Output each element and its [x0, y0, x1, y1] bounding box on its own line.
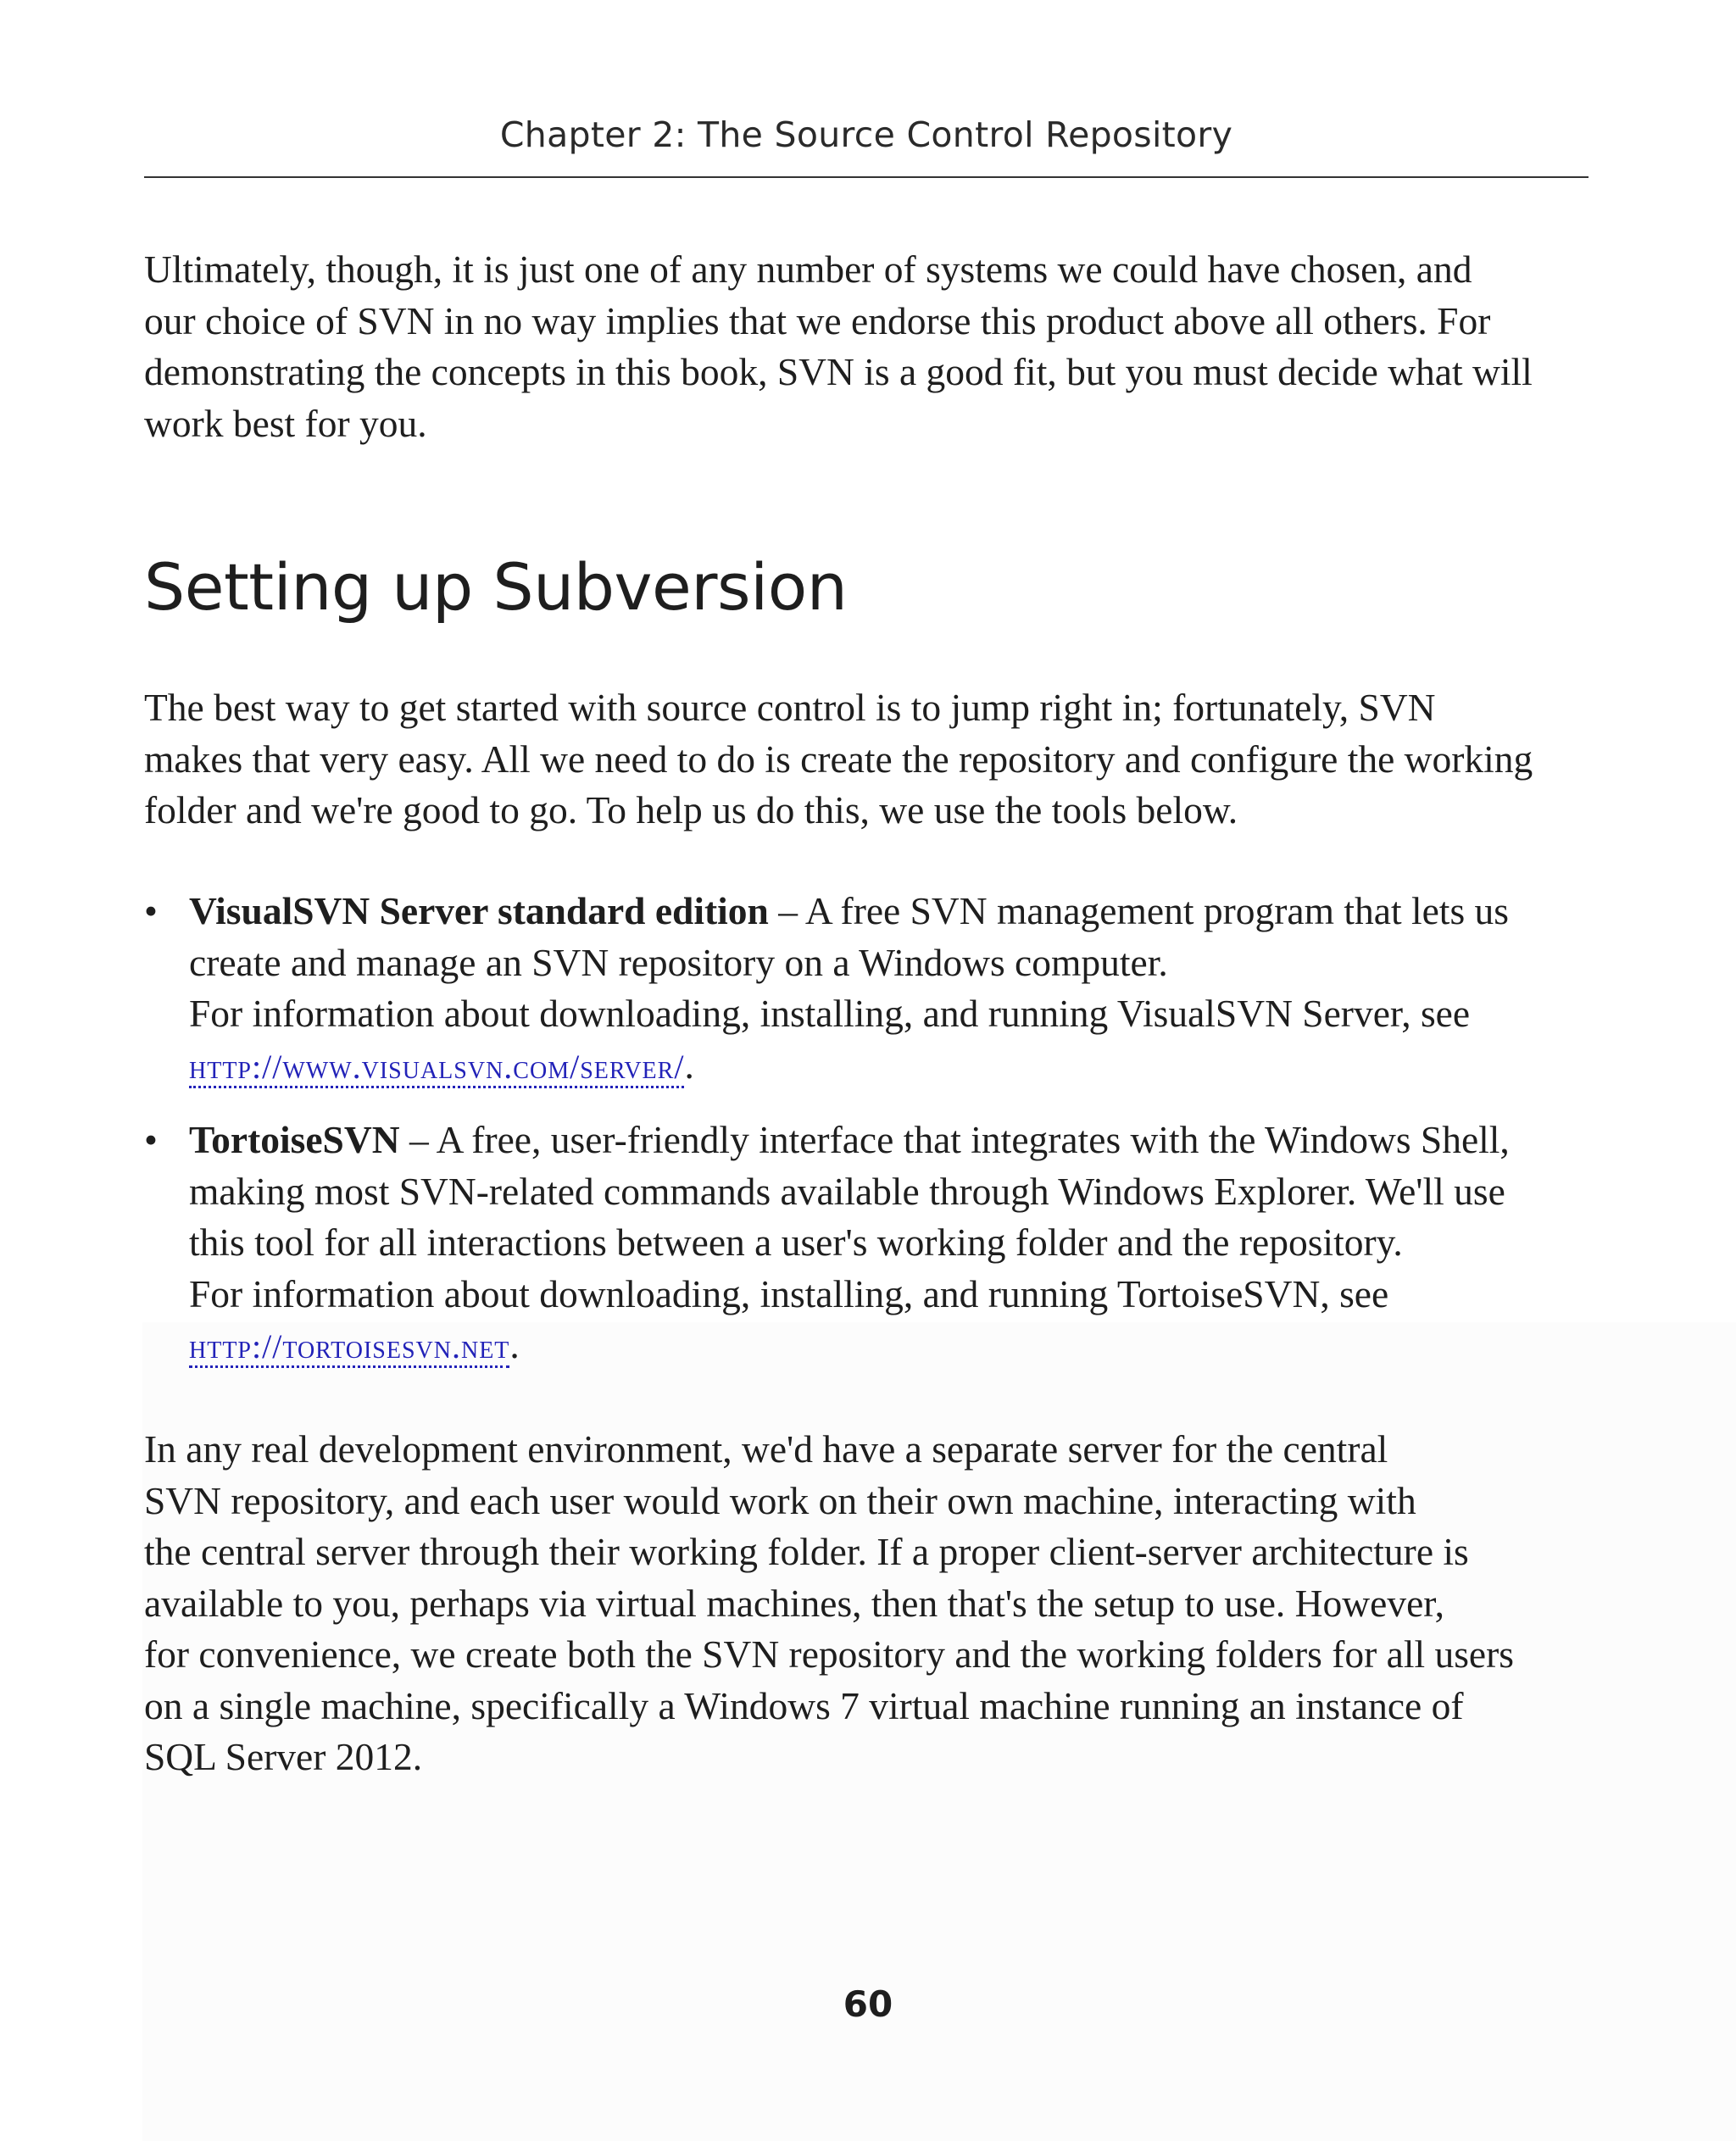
- visualsvn-link[interactable]: http://www.visualsvn.com/server/: [189, 1048, 684, 1088]
- tool-info: For information about downloading, installing, and running VisualSVN Server, see: [189, 992, 1471, 1035]
- closing-line: on a single machine, specifically a Windows 7 virtual machine running an instance of: [144, 1683, 1464, 1727]
- closing-paragraph: [144, 1424, 1594, 1783]
- header-divider: [144, 176, 1589, 178]
- closing-line: for convenience, we create both the SVN repository and the working folders for all users: [144, 1632, 1514, 1676]
- bullet-icon: •: [144, 889, 158, 932]
- section-heading: Setting up Subversion: [144, 549, 848, 625]
- closing-line: In any real development environment, we'd have a separate server for the central: [144, 1427, 1388, 1471]
- link-period: .: [684, 1043, 694, 1087]
- bullet-icon: •: [144, 1118, 158, 1161]
- intro-line: Ultimately, though, it is just one of any number of systems we could have chosen, and: [144, 247, 1472, 291]
- tool-summary: – A free, user-friendly interface that integrates with the Windows Shell,: [399, 1118, 1510, 1161]
- closing-line: SVN repository, and each user would work on their own machine, interacting with: [144, 1478, 1416, 1522]
- closing-line: SQL Server 2012.: [144, 1735, 423, 1778]
- tool-name: VisualSVN Server standard edition: [189, 889, 769, 932]
- tool-list-item-tortoisesvn: [144, 1115, 1594, 1373]
- page-number: 60: [843, 1983, 893, 2025]
- intro-line: our choice of SVN in no way implies that we endorse this product above all others. For: [144, 298, 1491, 342]
- lead-line: makes that very easy. All we need to do is create the repository and configure the working: [144, 737, 1533, 781]
- tool-line: this tool for all interactions between a user's working folder and the repository.: [189, 1221, 1403, 1264]
- section-lead-paragraph: [144, 682, 1594, 837]
- closing-line: available to you, perhaps via virtual machines, then that's the setup to use. However,: [144, 1581, 1444, 1625]
- intro-line: demonstrating the concepts in this book, SVN is a good fit, but you must decide what will: [144, 350, 1533, 393]
- lead-line: The best way to get started with source control is to jump right in; fortunately, SVN: [144, 686, 1436, 729]
- tool-line: making most SVN-related commands available through Windows Explorer. We'll use: [189, 1169, 1505, 1213]
- tool-line: create and manage an SVN repository on a Windows computer.: [189, 940, 1168, 984]
- running-header: Chapter 2: The Source Control Repository: [499, 114, 1233, 155]
- tool-link-line: [189, 1320, 1594, 1373]
- intro-paragraph: [144, 244, 1594, 449]
- intro-line: work best for you.: [144, 401, 427, 445]
- tortoisesvn-link[interactable]: http://tortoisesvn.net: [189, 1327, 509, 1368]
- tool-description: [189, 1115, 1594, 1373]
- tool-first-line: [189, 886, 1594, 937]
- lead-line: folder and we're good to go. To help us do this, we use the tools below.: [144, 788, 1238, 831]
- tool-summary: – A free SVN management program that lets us: [768, 889, 1509, 932]
- tool-info: For information about downloading, installing, and running TortoiseSVN, see: [189, 1271, 1389, 1315]
- tool-name: TortoiseSVN: [189, 1118, 400, 1161]
- link-period: .: [509, 1323, 520, 1366]
- tool-description: [189, 886, 1594, 1093]
- tool-list-item-visualsvn: [144, 886, 1594, 1093]
- tool-link-line: [189, 1040, 1594, 1093]
- tool-first-line: [189, 1115, 1594, 1166]
- closing-line: the central server through their working folder. If a proper client-server architecture is: [144, 1530, 1469, 1573]
